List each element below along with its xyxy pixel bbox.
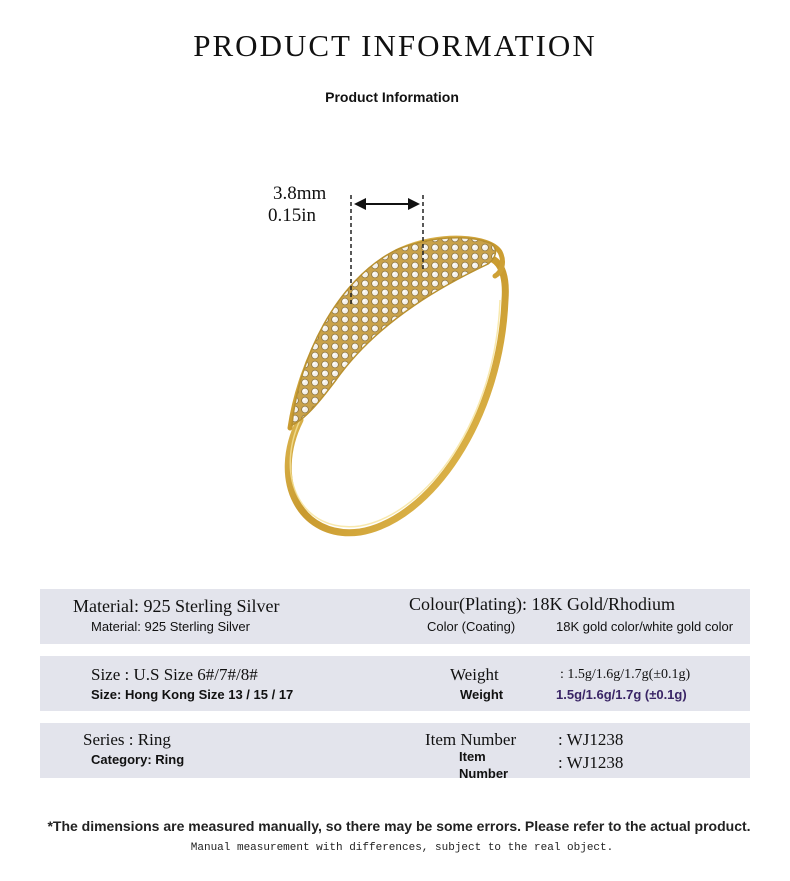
material-alt: Material: 925 Sterling Silver [91, 619, 250, 634]
item-number-en-label: Item Number [425, 730, 517, 749]
material-en: Material: 925 Sterling Silver [73, 596, 280, 616]
pave-stones [292, 238, 495, 425]
weight-alt-label: Weight [460, 687, 504, 702]
colour-alt-value: 18K gold color/white gold color [556, 619, 734, 634]
size-alt: Size: Hong Kong Size 13 / 15 / 17 [91, 687, 294, 702]
info-row-size [40, 656, 750, 711]
disclaimer-note: *The dimensions are measured manually, so there may be some errors. Please refer to the actual product. [47, 818, 751, 834]
colour-en: Colour(Plating): 18K Gold/Rhodium [409, 594, 676, 614]
page-title: PRODUCT INFORMATION [193, 28, 597, 63]
series-alt: Category: Ring [91, 752, 185, 767]
dimension-mm: 3.8mm [273, 183, 327, 204]
weight-en-label: Weight [450, 665, 499, 684]
dimension-inch: 0.15in [268, 205, 317, 226]
item-number-en-value: : WJ1238 [558, 730, 624, 749]
info-row-material [40, 589, 750, 644]
item-number-alt-label-1: Item [459, 749, 486, 764]
series-en: Series : Ring [83, 730, 171, 749]
item-number-alt-value: : WJ1238 [558, 753, 624, 772]
colour-alt-label: Color (Coating) [427, 619, 516, 634]
weight-alt-value: 1.5g/1.6g/1.7g (±0.1g) [556, 687, 687, 702]
info-row-series [40, 723, 750, 781]
size-en: Size : U.S Size 6#/7#/8# [91, 665, 258, 684]
page-subtitle: Product Information [325, 89, 459, 105]
disclaimer-note-alt: Manual measurement with differences, subject to the real object. [190, 842, 614, 854]
weight-en-value: : 1.5g/1.6g/1.7g(±0.1g) [560, 667, 691, 682]
item-number-alt-label-2: Number [459, 766, 509, 781]
